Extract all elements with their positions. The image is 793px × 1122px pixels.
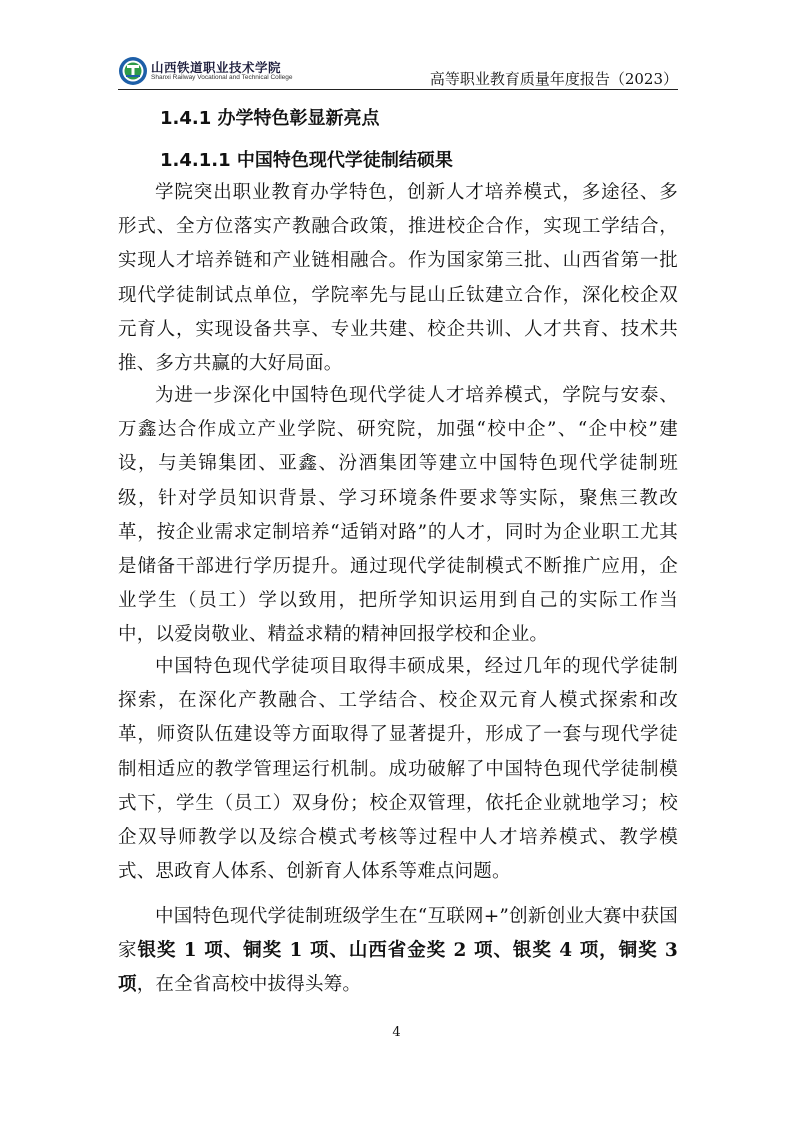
paragraph-3: 中国特色现代学徒项目取得丰硕成果，经过几年的现代学徒制探索，在深化产教融合、工学结合、校企双元育人模式探索和改革，师资队伍建设等方面取得了显著提升，形成了一套与现代学徒制相适应的教学管理运行机制。成功破解了中国特色现代学徒制模式下，学生（员工）双身份；校企双管理，依托企业就地学习；校企双导师教学以及综合模式考核等过程中人才培养模式、教学模式、思政育人体系、创新育人体系等难点问题。 — [118, 656, 678, 883]
school-name-cn: 山西铁道职业技术学院 — [151, 60, 282, 75]
section-heading: 1.4.1 办学特色彰显新亮点 — [160, 108, 380, 129]
paragraph-4-end: ，在全省高校中拔得头筹。 — [136, 974, 362, 996]
subsection-heading: 1.4.1.1 中国特色现代学徒制结硕果 — [160, 150, 453, 171]
report-title: 高等职业教育质量年度报告（2023） — [429, 70, 678, 88]
paragraph-2: 为进一步深化中国特色现代学徒人才培养模式，学院与安泰、万鑫达合作成立产业学院、研究院，加强“校中企”、“企中校”建设，与美锦集团、亚鑫、汾酒集团等建立中国特色现代学徒制班级，针对学员知识背景、学习环境条件要求等实际，聚焦三教改革，按企业需求定制培养“适销对路”的人才，同时为企业职工尤其是储备干部进行学历提升。通过现代学徒制模式不断推广应用，企业学生（员工）学以致用，把所学知识运用到自己的实际工作当中，以爱岗敬业、精益求精的精神回报学校和企业。 — [118, 385, 678, 646]
college-logo-icon — [118, 56, 148, 86]
header-divider — [118, 89, 678, 90]
page-header — [118, 56, 678, 92]
page-number: 4 — [392, 1025, 401, 1040]
school-name-en: Shanxi Railway Vocational and Technical College — [151, 74, 293, 81]
paragraph-4-start: 中国特色现代学徒制班级学生在“互联网+”创新创业大赛中获国家 — [118, 906, 678, 962]
paragraph-4 — [118, 900, 678, 1003]
awards-text: 银奖 1 项、铜奖 1 项、山西省金奖 2 项、银奖 4 项，铜奖 3 项 — [118, 940, 678, 996]
paragraph-1: 学院突出职业教育办学特色，创新人才培养模式，多途径、多形式、全方位落实产教融合政策，推进校企合作，实现工学结合，实现人才培养链和产业链相融合。作为国家第三批、山西省第一批现代学徒制试点单位，学院率先与昆山丘钛建立合作，深化校企双元育人，实现设备共享、专业共建、校企共训、人才共育、技术共推、多方共赢的大好局面。 — [118, 182, 678, 375]
